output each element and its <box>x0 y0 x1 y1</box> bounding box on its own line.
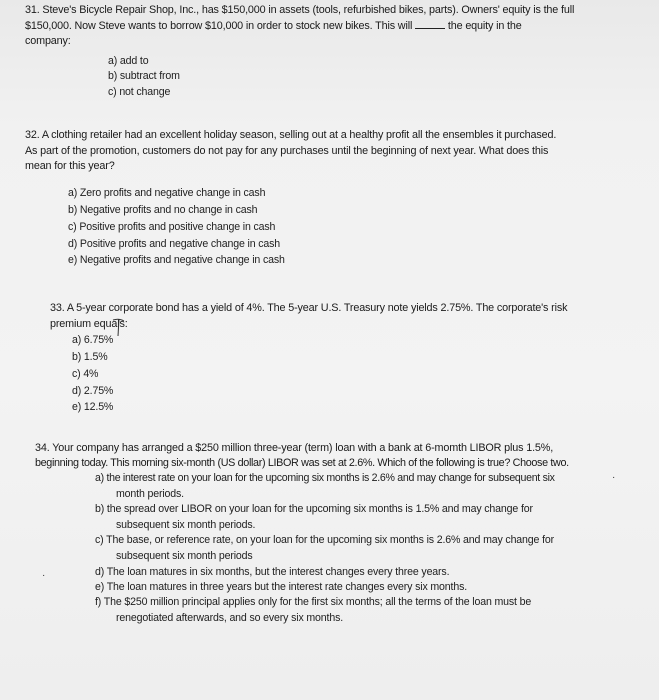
q32-option-b: b) Negative profits and no change in cash <box>68 204 258 216</box>
q34-option-f-cont: renegotiated afterwards, and so every six months. <box>116 612 344 624</box>
q34-option-c: c) The base, or reference rate, on your loan for the upcoming six months is 2.6% and may change for <box>95 534 554 546</box>
q31-option-c: c) not change <box>108 86 171 98</box>
q33-option-a: a) 6.75% <box>72 334 114 346</box>
q34-stem-line1: 34. Your company has arranged a $250 million three-year (term) loan with a bank at 6-momth LIBOR plus 1.5%, <box>35 442 554 454</box>
q34-option-d: d) The loan matures in six months, but the interest changes every three years. <box>95 566 450 578</box>
q32-option-d: d) Positive profits and negative change in cash <box>68 238 281 250</box>
q33-option-c: c) 4% <box>72 368 99 380</box>
q33-stem-line2: premium equals: <box>50 318 128 330</box>
q34-option-e: e) The loan matures in three years but the interest rate changes every six months. <box>95 581 468 593</box>
q31-stem-line1: 31. Steve's Bicycle Repair Shop, Inc., has $150,000 in assets (tools, refurbished bikes, parts). Owners' equity is the full <box>25 4 575 16</box>
q32-stem-line2: As part of the promotion, customers do not pay for any purchases until the beginning of next year. What does this <box>25 145 549 157</box>
q34-option-a: a) the interest rate on your loan for the upcoming six months is 2.6% and may change for subsequent six <box>95 472 555 484</box>
q34-option-b: b) the spread over LIBOR on your loan for the upcoming six months is 1.5% and may change for <box>95 503 533 515</box>
q32-option-e: e) Negative profits and negative change in cash <box>68 254 285 266</box>
q34-option-b-cont: subsequent six month periods. <box>116 519 256 531</box>
q31-option-b: b) subtract from <box>108 70 180 82</box>
q34-option-f: f) The $250 million principal applies only for the first six months; all the terms of the loan must be <box>95 596 532 608</box>
q31-stem-line2-part1: $150,000. Now Steve wants to borrow $10,000 in order to stock new bikes. This will <box>25 20 413 32</box>
q32-option-c: c) Positive profits and positive change in cash <box>68 221 276 233</box>
q34-option-c-cont: subsequent six month periods <box>116 550 253 562</box>
q33-option-b: b) 1.5% <box>72 351 108 363</box>
stray-dot: · <box>42 570 46 581</box>
q32-stem-line3: mean for this year? <box>25 160 115 172</box>
q33-option-d: d) 2.75% <box>72 385 114 397</box>
q34-option-a-cont: month periods. <box>116 488 184 500</box>
q31-option-a: a) add to <box>108 55 149 67</box>
q33-stem-line1: 33. A 5-year corporate bond has a yield of 4%. The 5-year U.S. Treasury note yields 2.75%. The corporate's risk <box>50 302 568 314</box>
q32-option-a: a) Zero profits and negative change in cash <box>68 187 266 199</box>
stray-dot: · <box>612 472 616 483</box>
q34-stem-line2: beginning today. This morning six-month (US dollar) LIBOR was set at 2.6%. Which of the following is true? Choose two. <box>35 457 569 469</box>
q31-stem-line2-part2: the equity in the <box>447 20 522 32</box>
q31-stem-line3: company: <box>25 35 71 47</box>
q33-option-e: e) 12.5% <box>72 401 114 413</box>
q32-stem-line1: 32. A clothing retailer had an excellent holiday season, selling out at a healthy profit all the ensembles it purchased. <box>25 129 557 141</box>
answer-blank <box>415 19 445 29</box>
